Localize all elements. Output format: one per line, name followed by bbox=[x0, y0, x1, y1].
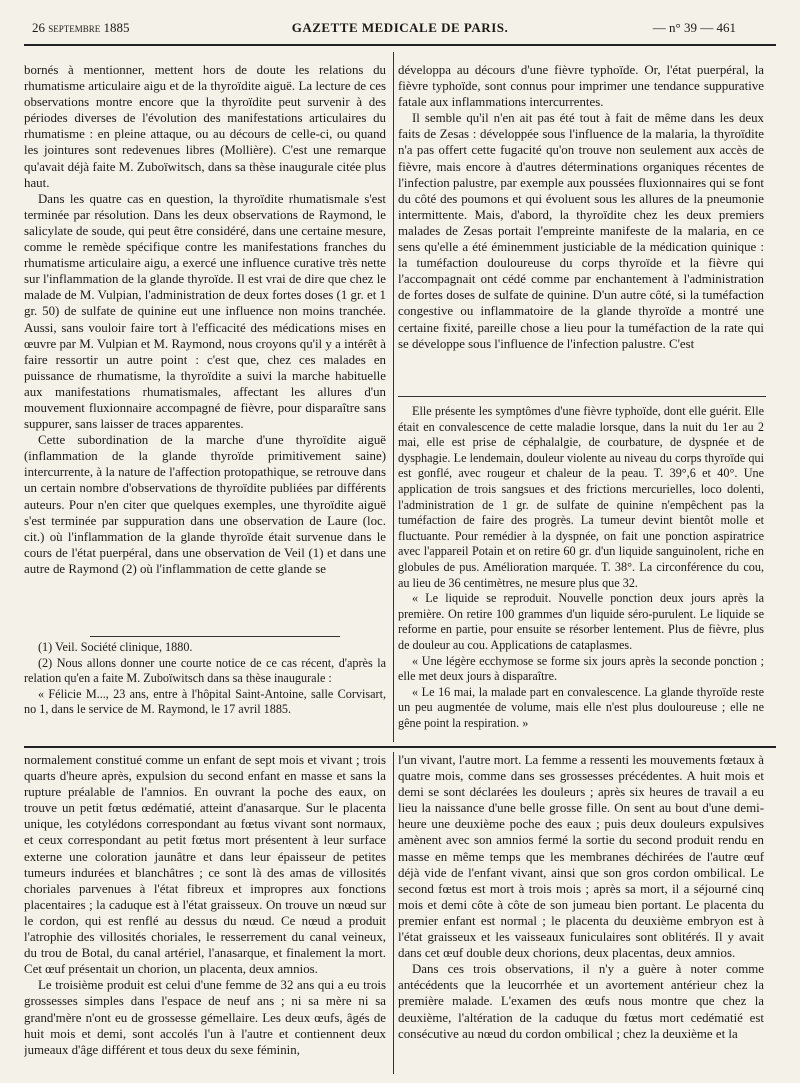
section-rule bbox=[24, 746, 776, 748]
top-right-column bbox=[398, 62, 764, 390]
paragraph: Le troisième produit est celui d'une femme de 32 ans qui a eu trois grossesses simples dans l'espace de neuf ans ; ni sa mère ni sa grand'mère n'ont eu de grossesse gémellaire. Les deux œufs, âgés de huit mois et demi, sont accolés l'un à l'autre et contiennent deux jumeaux d'âge différent et tous deux du sexe féminin, bbox=[24, 978, 386, 1057]
bottom-left-column bbox=[24, 752, 386, 1074]
footnote: (1) Veil. Société clinique, 1880. bbox=[38, 640, 193, 654]
top-left-footnotes bbox=[24, 640, 386, 740]
column-divider bbox=[393, 52, 394, 742]
note-paragraph: Elle présente les symptômes d'une fièvre typhoïde, dont elle guérit. Elle était en convalescence de cette maladie lorsque, dans la nuit du 1er au 2 mai, elle est prise de céphalalgie, de courbature, de dyspnée et de dysphagie. Le lendemain, douleur violente au niveau du corps thyroïde qui est gonflé, avec rougeur et chaleur de la peau. T. 39°,6 et 40°. Une application de trois sangsues et des frictions mercurielles, loco dolenti, l'administration de 1 gr. de sulfate de quinine n'empêchent pas la tuméfaction de faire des progrès. La tumeur devint bientôt molle et fluctuante. Pour remédier à la dyspnée, on fait une ponction aspiratrice avec l'appareil Potain et on retire 60 gr. d'un liquide sanguinolent, riche en globules de pus. Amélioration marquée. T. 38°. La circonférence du cou, au lieu de 36 centimètres, ne mesure plus que 32. bbox=[398, 404, 764, 590]
bottom-right-column bbox=[398, 752, 764, 1074]
column-divider bbox=[393, 752, 394, 1074]
header-issue: — n° 39 — 461 bbox=[652, 20, 736, 35]
paragraph: Il semble qu'il n'en ait pas été tout à fait de même dans les deux faits de Zesas : développée sous l'influence de la malaria, la thyroïdite n'a pas offert cette fugacité qu'on trouve non seulement aux accès de fièvre, mais encore à d'autres déterminations organiques récentes de l'infection palustre, par exemple aux poussées fluxionnaires qui se font du côté des poumons et qui évoluent sous les allures de la pneumonie intermittente. Mais, d'abord, la thyroïdite chez les deux premiers malades de Zesas portait l'empreinte manifeste de la malaria, en ce sens qu'elle a été éminemment justiciable de la médication quinique : la tuméfaction douloureuse du corps thyroïde et la fièvre qui l'accompagnait ont cédé comme par enchantement à l'administration de fortes doses de sulfate de quinine. D'un autre côté, si la tuméfaction congestive ou inflammatoire de la glande thyroïde a montré une certaine fixité, pareille chose a lieu pour la tuméfaction de la rate qui se développe sous l'influence de l'infection palustre. C'est bbox=[398, 111, 764, 351]
top-left-column bbox=[24, 62, 386, 630]
case-note bbox=[398, 404, 764, 740]
footnote-rule bbox=[90, 636, 340, 637]
paragraph: bornés à mentionner, mettent hors de doute les relations du rhumatisme articulaire aigu et de la thyroïdite aiguë. La lecture de ces observations montre encore que la thyroïdite peut survenir à des périodes diverses de l'évolution des manifestations articulaires du rhumatisme : en pleine attaque, ou au décours de celle-ci, ou quand les jointures sont redevenues libres (Mollière). C'est une remarque qu'avait déjà faite M. Zuboïwitsch, dans sa thèse inaugurale citée plus haut. bbox=[24, 63, 386, 190]
footnote: « Félicie M..., 23 ans, entre à l'hôpital Saint-Antoine, salle Corvisart, no 1, dans le service de M. Raymond, le 17 avril 1885. bbox=[24, 686, 386, 717]
paragraph: Cette subordination de la marche d'une thyroïdite aiguë (inflammation de la glande thyroïde primitivement saine) intercurrente, à la nature de l'affection protopathique, se retrouve dans un certain nombre d'observations de thyroïdite publiées par différents auteurs. Pour n'en citer que quelques exemples, une thyroïdite aiguë s'est terminée par suppuration dans une observation de Laure (loc. cit.) où l'inflammation de la glande thyroïde était survenue dans le cours de l'état puerpéral, dans une observation de Veil (1) et dans une autre de Raymond (2) où l'inflammation de cette glande se bbox=[24, 433, 386, 576]
paragraph: Dans les quatre cas en question, la thyroïdite rhumatismale s'est terminée par résolution. Dans les deux observations de Raymond, le salicylate de soude, qui peut être considéré, dans une certaine mesure, comme le remède spécifique contre les manifestations franches du rhumatisme articulaire aigu, a exercé une influence curative très nette sur l'inflammation de la glande thyroïde. Il est vrai de dire que chez le malade de M. Vulpian, l'administration de deux fortes doses (1 gr. et 1 gr. 50) de sulfate de quinine eut une influence non moins tranchée. Aussi, sans vouloir faire tort à l'efficacité des médications mises en œuvre par M. Vulpian et M. Raymond, nous croyons qu'il y a intérêt à faire ressortir un autre point : c'est que, chez ces malades en puissance de rhumatisme, la thyroïdite a suivi la marche habituelle aux manifestations rhumatismales, affectant les allures d'un mouvement fluxionnaire accompagné de fièvre, pour disparaître sans suppurer, sans laisser de traces apparentes. bbox=[24, 191, 386, 432]
note-paragraph: « Le 16 mai, la malade part en convalescence. La glande thyroïde reste un peu augmentée de volume, mais elle n'est plus douloureuse ; elle ne gêne point la respiration. » bbox=[398, 684, 764, 730]
header-rule bbox=[24, 44, 776, 46]
paragraph: normalement constitué comme un enfant de sept mois et vivant ; trois quarts d'heure après, expulsion du second enfant en masse et sans la rupture préalable de l'amnios. En ouvrant la poche des eaux, on trouve un petit fœtus œdématié, atteint d'anasarque. Sur le placenta unique, les cotylédons correspondant au fœtus vivant sont normaux, et ceux correspondant au petit fœtus mort présentent à leur surface externe une coloration jaunâtre et dans leur épaisseur de petites tumeurs indurées et blanchâtres ; ce sont là des amas de villosités choriales parvenues à l'état fibreux et impropres aux fonctions placentaires ; la caduque est à l'état graisseux. On trouve un nœud sur le cordon, qui est renflé au dessus du nœud. Ce nœud a produit l'atrophie des villosités choriales, le resserrement du canal veineux, du trou de Botal, du canal artériel, l'anasarque, et finalement la mort. Cet œuf présentait un chorion, un placenta, deux amnios. bbox=[24, 753, 386, 977]
paragraph: Dans ces trois observations, il n'y a guère à noter comme antécédents que la leucorrhée et un avortement antérieur chez la première malade. L'examen des œufs nous montre que chez la deuxième, l'altération de la caduque du fœtus mort cedématié est consécutive au nœud du cordon ombilical ; chez la deuxième et la bbox=[398, 962, 764, 1041]
note-paragraph: « Une légère ecchymose se forme six jours après la seconde ponction ; elle met deux jours à disparaître. bbox=[398, 653, 764, 684]
note-rule bbox=[398, 396, 766, 397]
paragraph: l'un vivant, l'autre mort. La femme a ressenti les mouvements fœtaux à quatre mois, comme dans ses grossesses précédentes. A huit mois et demi se sont déclarées les douleurs ; après six heures de travail a eu lieu la naissance d'une belle grosse fille. On sent au bout d'une demi-heure une deuxième poche des eaux ; puis deux douleurs expulsives amènent avec son amnios fermé la sortie du second produit rendu en masse en même temps que les membranes déchirées de l'autre œuf déjà vide de l'enfant vivant, ainsi que son gros cordon ombilical. Le second fœtus est mort à trois mois ; après sa mort, il a séjourné cinq mois et demi côte à côte de son jumeau bien portant. Le placenta du premier enfant est normal ; le placenta du deuxième embryon est à l'état graisseux et les vaisseaux funiculaires sont oblitérés. Il y avait dans cet œuf double deux chorions, deux placentas, deux amnios. bbox=[398, 753, 764, 961]
header-title: GAZETTE MEDICALE DE PARIS. bbox=[291, 20, 509, 35]
note-paragraph: « Le liquide se reproduit. Nouvelle ponction deux jours après la première. On retire 100 grammes d'un liquide séro-purulent. Le liquide se reforme en partie, pour ensuite se résorber lentement. Plus de fièvre, plus de douleur au cou. Applications de cataplasmes. bbox=[398, 591, 764, 652]
footnote: (2) Nous allons donner une courte notice de ce cas récent, d'après la relation qu'en a faite M. Zuboïwitsch dans sa thèse inaugurale : bbox=[24, 655, 386, 686]
header-date: 26 septembre 1885 bbox=[32, 20, 130, 35]
page-header bbox=[24, 14, 776, 40]
paragraph: développa au décours d'une fièvre typhoïde. Or, l'état puerpéral, la fièvre typhoïde, sont connus pour imprimer une tendance suppurative fatale aux inflammations intercurrentes. bbox=[398, 63, 764, 110]
